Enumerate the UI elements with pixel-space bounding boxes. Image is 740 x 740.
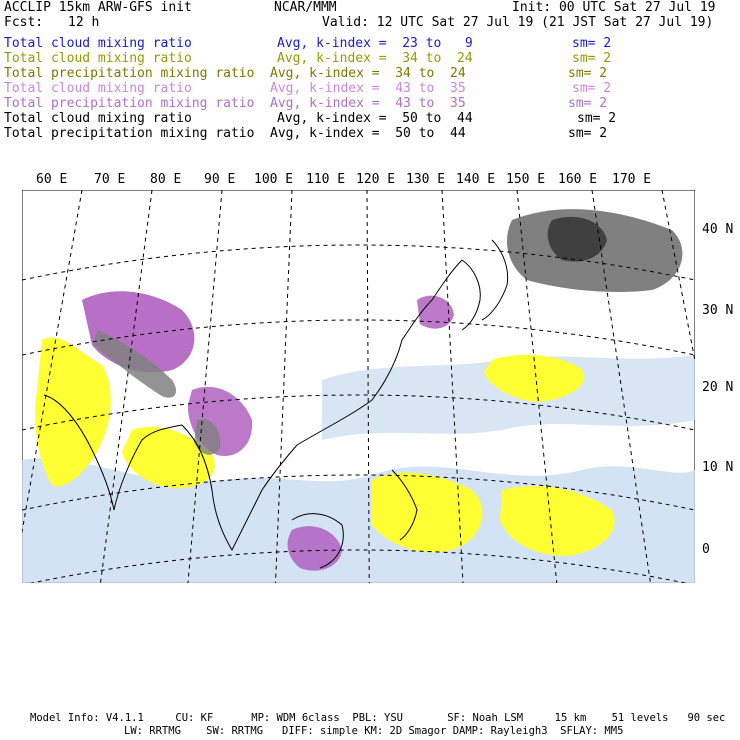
institution-label: NCAR/MMM bbox=[274, 0, 337, 15]
legend-smoothing: sm= 2 bbox=[568, 96, 608, 111]
valid-time: Valid: 12 UTC Sat 27 Jul 19 (21 JST Sat 27 Jul 19) bbox=[322, 15, 714, 30]
model-title: ACCLIP 15km ARW-GFS init bbox=[4, 0, 192, 15]
longitude-label: 100 E bbox=[254, 172, 294, 187]
legend-level-range: Avg, k-index = 34 to 24 bbox=[277, 51, 473, 66]
longitude-label: 60 E bbox=[36, 172, 68, 187]
legend-smoothing: sm= 2 bbox=[572, 81, 612, 96]
latitude-label: 10 N bbox=[702, 460, 734, 475]
longitude-label: 110 E bbox=[306, 172, 346, 187]
legend-smoothing: sm= 2 bbox=[568, 126, 608, 141]
longitude-label: 150 E bbox=[506, 172, 546, 187]
longitude-label: 90 E bbox=[204, 172, 236, 187]
legend-field-name: Total precipitation mixing ratio bbox=[4, 96, 255, 111]
legend-smoothing: sm= 2 bbox=[572, 51, 612, 66]
legend-level-range: Avg, k-index = 34 to 24 bbox=[270, 66, 466, 81]
latitude-label: 30 N bbox=[702, 303, 734, 318]
forecast-label: Fcst: bbox=[4, 15, 44, 30]
latitude-label: 20 N bbox=[702, 380, 734, 395]
longitude-label: 130 E bbox=[406, 172, 446, 187]
legend-smoothing: sm= 2 bbox=[577, 111, 617, 126]
longitude-label: 170 E bbox=[612, 172, 652, 187]
model-info-line2: LW: RRTMG SW: RRTMG DIFF: simple KM: 2D Smagor DAMP: Rayleigh3 SFLAY: MM5 bbox=[124, 725, 624, 737]
latitude-label: 0 bbox=[702, 542, 710, 557]
legend-smoothing: sm= 2 bbox=[568, 66, 608, 81]
longitude-label: 70 E bbox=[94, 172, 126, 187]
longitude-label: 80 E bbox=[150, 172, 182, 187]
forecast-hours: 12 h bbox=[68, 15, 100, 30]
legend-level-range: Avg, k-index = 23 to 9 bbox=[277, 36, 473, 51]
legend-level-range: Avg, k-index = 50 to 44 bbox=[277, 111, 473, 126]
legend-level-range: Avg, k-index = 43 to 35 bbox=[270, 96, 466, 111]
legend-smoothing: sm= 2 bbox=[572, 36, 612, 51]
legend-level-range: Avg, k-index = 50 to 44 bbox=[270, 126, 466, 141]
legend-field-name: Total cloud mixing ratio bbox=[4, 81, 192, 96]
latitude-label: 40 N bbox=[702, 222, 734, 237]
longitude-label: 120 E bbox=[356, 172, 396, 187]
legend-field-name: Total precipitation mixing ratio bbox=[4, 66, 255, 81]
init-time: Init: 00 UTC Sat 27 Jul 19 bbox=[512, 0, 716, 15]
longitude-label: 160 E bbox=[558, 172, 598, 187]
legend-level-range: Avg, k-index = 43 to 35 bbox=[270, 81, 466, 96]
legend-field-name: Total cloud mixing ratio bbox=[4, 111, 192, 126]
map-panel bbox=[22, 190, 695, 583]
legend-field-name: Total precipitation mixing ratio bbox=[4, 126, 255, 141]
legend-field-name: Total cloud mixing ratio bbox=[4, 36, 192, 51]
longitude-label: 140 E bbox=[456, 172, 496, 187]
model-info-line1: Model Info: V4.1.1 CU: KF MP: WDM 6class PBL: YSU SF: Noah LSM 15 km 51 levels 90 sec bbox=[30, 712, 726, 724]
legend-field-name: Total cloud mixing ratio bbox=[4, 51, 192, 66]
